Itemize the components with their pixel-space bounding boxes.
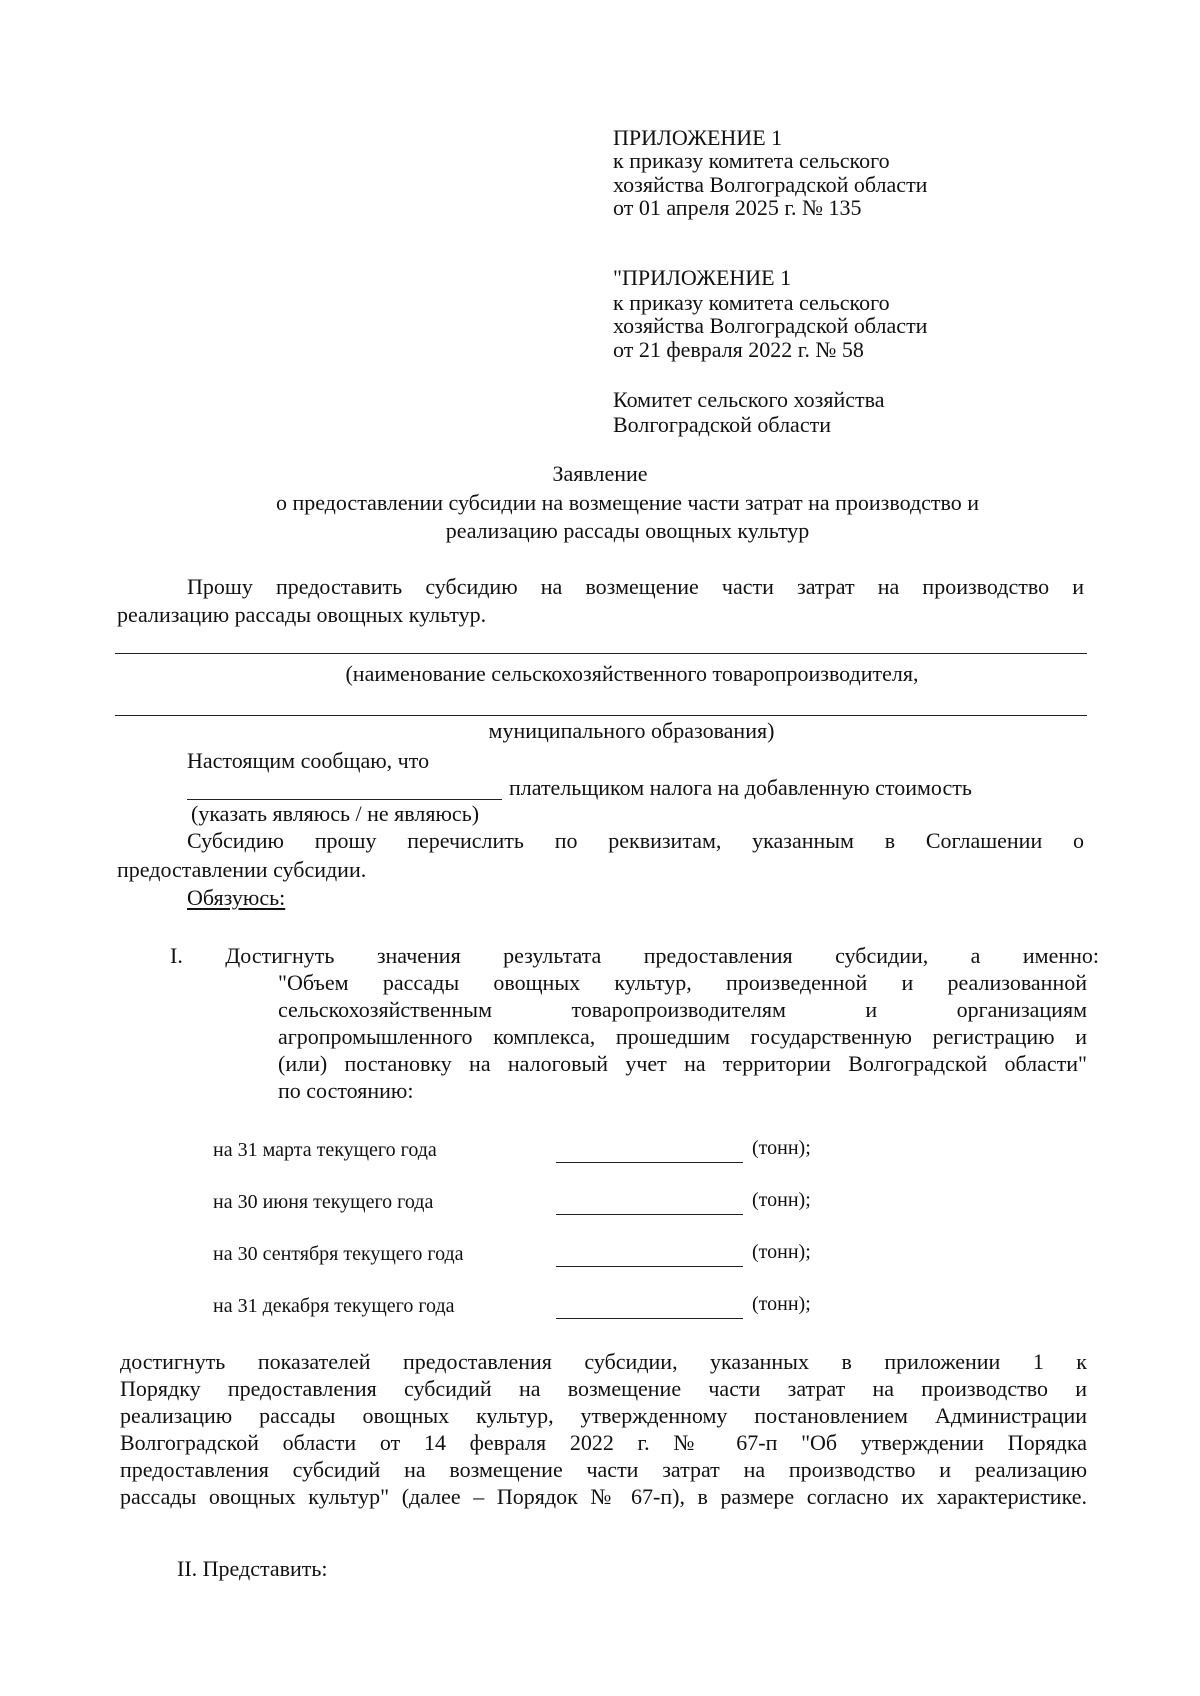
title-main: Заявление <box>552 461 648 486</box>
appendix-line: к приказу комитета сельского <box>613 148 890 173</box>
period-unit: (тонн); <box>752 1189 811 1211</box>
item-1-text: сельскохозяйственным товаропроизводителям и организациям <box>278 997 1087 1022</box>
request-text: реализацию рассады овощных культур. <box>117 602 487 627</box>
obligation-label: Обязуюсь: <box>187 885 286 910</box>
indicators-text: реализацию рассады овощных культур, утвержденному постановлением Администрации <box>120 1403 1087 1428</box>
applicant-caption: муниципального образования) <box>488 718 775 743</box>
appendix-title: "ПРИЛОЖЕНИЕ 1 <box>613 265 792 290</box>
indicators-text: рассады овощных культур" (далее – Порядок № 67-п), в размере согласно их характеристике. <box>120 1484 1087 1509</box>
vat-status-blank[interactable] <box>187 799 502 800</box>
period-unit: (тонн); <box>752 1293 811 1315</box>
indicators-text: Порядку предоставления субсидий на возмещение части затрат на производство и <box>120 1376 1087 1401</box>
indicators-text: Волгоградской области от 14 февраля 2022 г. № 67-п "Об утверждении Порядка <box>120 1430 1087 1455</box>
addressee-line: Комитет сельского хозяйства <box>613 387 885 412</box>
vat-text: плательщиком налога на добавленную стоимость <box>509 775 972 800</box>
period-value-blank[interactable] <box>556 1318 743 1319</box>
title-subtitle: реализацию рассады овощных культур <box>445 518 810 543</box>
indicators-text: достигнуть показателей предоставления субсидии, указанных в приложении 1 к <box>120 1349 1087 1374</box>
period-label: на 30 сентября текущего года <box>213 1243 464 1265</box>
indicators-text: предоставления субсидий на возмещение части затрат на производство и реализацию <box>120 1457 1087 1482</box>
transfer-text: предоставлении субсидии. <box>117 857 367 882</box>
vat-intro: Настоящим сообщаю, что <box>187 748 430 773</box>
item-1-text: агропромышленного комплекса, прошедшим государственную регистрацию и <box>278 1024 1087 1049</box>
item-1-text: по состоянию: <box>278 1078 414 1103</box>
appendix-line: к приказу комитета сельского <box>613 290 890 315</box>
period-value-blank[interactable] <box>556 1214 743 1215</box>
applicant-caption: (наименование сельскохозяйственного товаропроизводителя, <box>345 661 919 686</box>
item-1-text: "Объем рассады овощных культур, произведенной и реализованной <box>278 970 1087 995</box>
municipality-line[interactable] <box>115 715 1087 716</box>
applicant-name-line[interactable] <box>115 653 1087 654</box>
item-1-text: (или) постановку на налоговый учет на территории Волгоградской области" <box>278 1051 1087 1076</box>
item-2-heading: II. Представить: <box>177 1556 328 1581</box>
appendix-line: хозяйства Волгоградской области <box>613 313 928 338</box>
period-label: на 31 декабря текущего года <box>213 1295 455 1317</box>
period-unit: (тонн); <box>752 1241 811 1263</box>
appendix-line: от 01 апреля 2025 г. № 135 <box>613 195 862 220</box>
appendix-line: от 21 февраля 2022 г. № 58 <box>613 337 864 362</box>
item-1-text: I. Достигнуть значения результата предоставления субсидии, а именно: <box>170 943 1099 968</box>
period-label: на 31 марта текущего года <box>213 1139 437 1161</box>
period-unit: (тонн); <box>752 1137 811 1159</box>
appendix-title: ПРИЛОЖЕНИЕ 1 <box>613 125 783 150</box>
appendix-line: хозяйства Волгоградской области <box>613 172 928 197</box>
vat-hint: (указать являюсь / не являюсь) <box>191 801 480 826</box>
request-text: Прошу предоставить субсидию на возмещение части затрат на производство и <box>187 574 1084 599</box>
period-value-blank[interactable] <box>556 1162 743 1163</box>
transfer-text: Субсидию прошу перечислить по реквизитам, указанным в Соглашении о <box>187 828 1084 853</box>
addressee-line: Волгоградской области <box>613 412 831 437</box>
period-label: на 30 июня текущего года <box>213 1191 434 1213</box>
period-value-blank[interactable] <box>556 1266 743 1267</box>
title-subtitle: о предоставлении субсидии на возмещение части затрат на производство и <box>275 490 980 515</box>
